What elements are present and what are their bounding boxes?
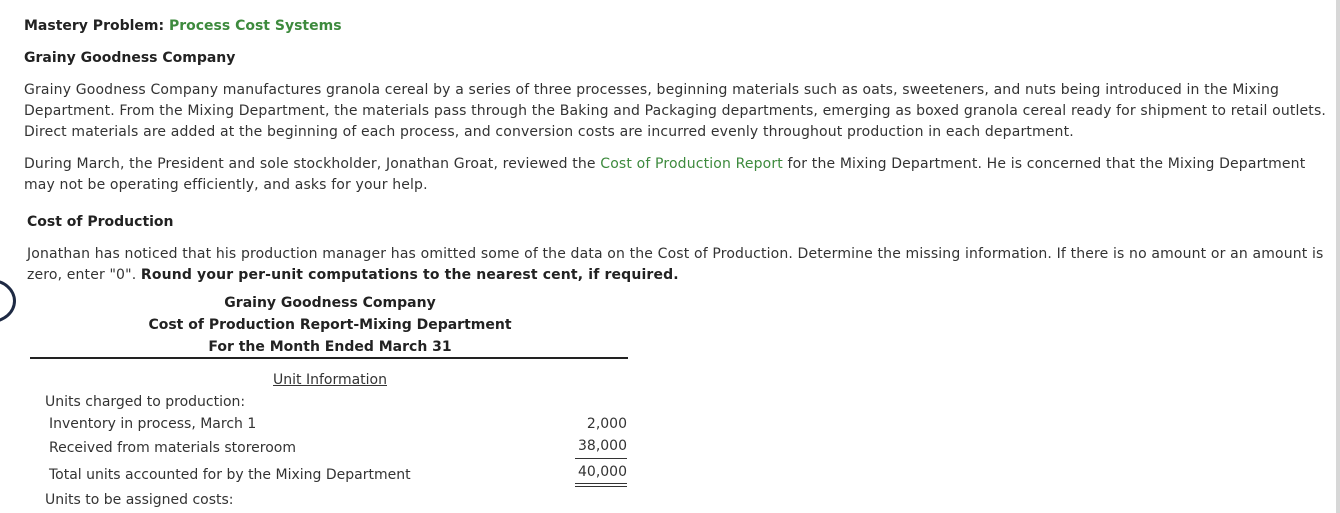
header-title: Process Cost Systems	[168, 18, 342, 34]
header-prefix: Mastery Problem:	[24, 18, 165, 34]
row-label-total: Total units accounted for by the Mixing Department	[49, 467, 411, 483]
help-paragraph	[24, 154, 1340, 196]
row-value-received: 38,000	[578, 438, 627, 454]
instructions-text: Jonathan has noticed that his production manager has omitted some of the data on the Cost of Production. Determine the missing information. If there is no amount or an amount is zero, enter "0".	[27, 246, 1324, 283]
instructions-bold: Round your per-unit computations to the nearest cent, if required.	[140, 267, 679, 283]
subtotal-rule	[575, 458, 627, 459]
intro-paragraph: Grainy Goodness Company manufactures granola cereal by a series of three processes, beginning materials such as oats, sweeteners, and nuts being introduced in the Mixing Department. From the Mixing Department, the materials pass through the Baking and Packaging departments, emerging as boxed granola cereal ready for shipment to retail outlets. Direct materials are added at the beginning of each process, and conversion costs are incurred evenly throughout production in each department.	[24, 82, 1326, 140]
total-double-rule	[575, 483, 627, 487]
unit-information-label: Unit Information	[273, 372, 387, 388]
report-company: Grainy Goodness Company	[224, 295, 436, 311]
row-value-inventory: 2,000	[586, 416, 627, 432]
scrollbar[interactable]	[1336, 0, 1340, 513]
report-period: For the Month Ended March 31	[208, 339, 452, 355]
help-paragraph-before: During March, the President and sole stockholder, Jonathan Groat, reviewed the	[24, 156, 601, 172]
cost-of-production-report-link[interactable]: Cost of Production Report	[600, 156, 783, 172]
units-assigned-label: Units to be assigned costs:	[45, 492, 234, 508]
company-heading: Grainy Goodness Company	[24, 50, 236, 66]
units-charged-label: Units charged to production:	[45, 394, 246, 410]
help-paragraph-after: for the Mixing Department. He is concerned that the Mixing Department may not be operating efficiently, and asks for your help.	[24, 156, 1306, 193]
row-label-inventory: Inventory in process, March 1	[49, 416, 257, 432]
row-label-received: Received from materials storeroom	[49, 440, 296, 456]
row-value-total: 40,000	[578, 464, 627, 480]
side-nav-button[interactable]	[0, 279, 16, 323]
section-title: Cost of Production	[27, 214, 174, 230]
report-header-rule	[30, 357, 628, 359]
report-title: Cost of Production Report-Mixing Department	[148, 317, 512, 333]
page-header	[24, 18, 342, 34]
instructions	[27, 244, 1337, 286]
